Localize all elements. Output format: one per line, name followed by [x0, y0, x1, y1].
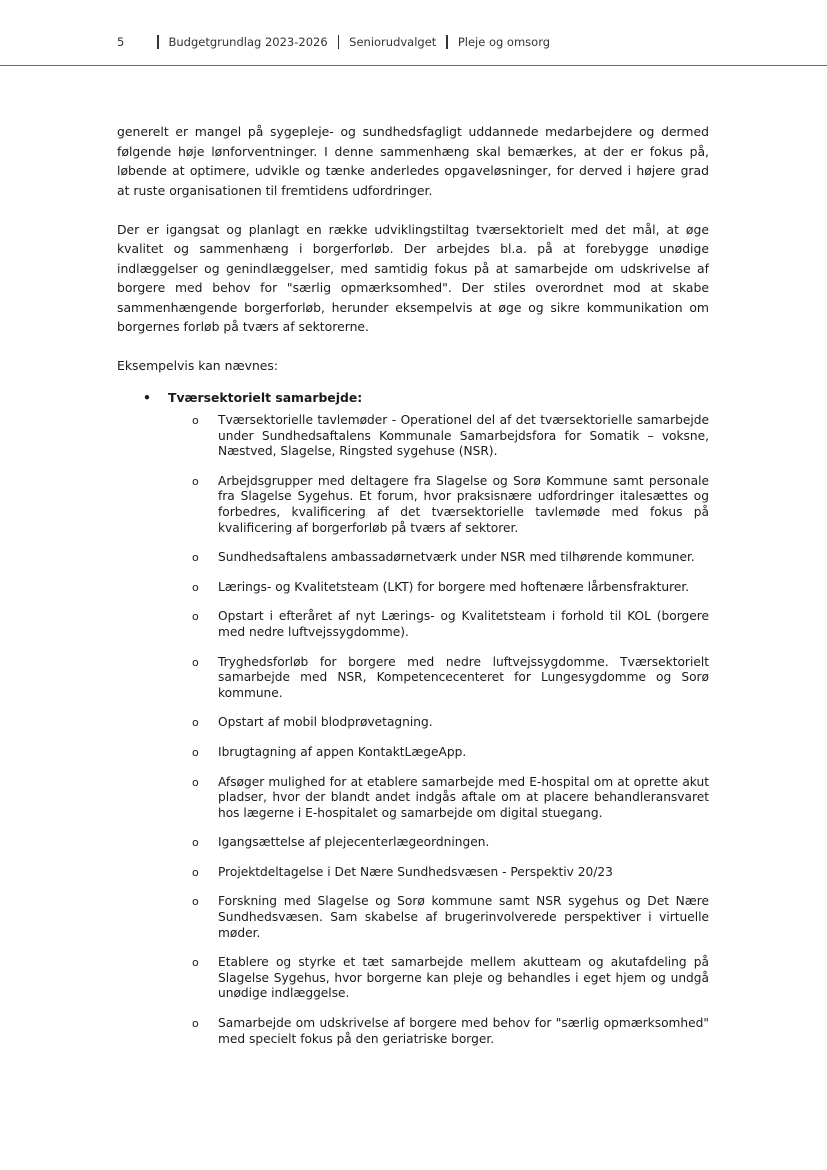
header-separator — [446, 35, 448, 49]
list-item-text: Tværsektorielle tavlemøder - Operationel del af det tværsektorielle samarbejde under Sundhedsaftalens Kommunale Samarbejdsfora for Somatik – voksne, Næstved, Slagelse, Ringsted sygehuse (NSR). — [218, 413, 709, 459]
list-item — [117, 894, 709, 941]
sub-bullet-list — [117, 413, 709, 1047]
list-item-text: Ibrugtagning af appen KontaktLægeApp. — [218, 744, 467, 759]
sub-bullet-marker: o — [192, 895, 199, 909]
list-item-text: Projektdeltagelse i Det Nære Sundhedsvæsen - Perspektiv 20/23 — [218, 864, 613, 879]
sub-bullet-marker: o — [192, 745, 199, 759]
list-item — [117, 413, 709, 460]
sub-bullet-marker: o — [192, 865, 199, 879]
page-header — [0, 0, 827, 66]
sub-bullet-marker: o — [192, 716, 199, 730]
bullet-heading — [117, 388, 709, 408]
list-item — [117, 865, 709, 881]
list-item — [117, 715, 709, 731]
list-item-text: Igangsættelse af plejecenterlægeordningen. — [218, 835, 490, 850]
list-item-text: Sundhedsaftalens ambassadørnetværk under NSR med tilhørende kommuner. — [218, 550, 695, 565]
list-item-text: Lærings- og Kvalitetsteam (LKT) for borgere med hoftenære lårbensfrakturer. — [218, 579, 690, 594]
paragraph: Eksempelvis kan nævnes: — [117, 358, 279, 373]
bullet-marker: • — [143, 389, 151, 405]
list-item — [117, 550, 709, 566]
sub-bullet-marker: o — [192, 414, 199, 427]
sub-bullet-marker: o — [192, 474, 199, 488]
document-title: Budgetgrundlag 2023-2026 — [168, 35, 328, 49]
list-item — [117, 655, 709, 702]
sub-bullet-marker: o — [192, 836, 199, 850]
list-item — [117, 775, 709, 822]
list-item — [117, 745, 709, 761]
list-item — [117, 835, 709, 851]
sub-bullet-marker: o — [192, 775, 199, 789]
list-item — [117, 474, 709, 536]
list-item-text: Afsøger mulighed for at etablere samarbejde med E-hospital om at oprette akut pladser, hvor der blandt andet indgås aftale om at placere behandleransvaret hos lægerne i E-hospitalet og samarbejde om digital stuegang. — [218, 774, 709, 820]
list-item-text: Forskning med Slagelse og Sorø kommune samt NSR sygehus og Det Nære Sundhedsvæsen. Sam skabelse af brugerinvolverede perspektiver i virtuelle møder. — [218, 894, 709, 940]
list-item-text: Tryghedsforløb for borgere med nedre luftvejssygdomme. Tværsektorielt samarbejde med NSR, Kompetencecenteret for Lungesygdomme og Sorø kommune. — [218, 654, 709, 700]
list-item — [117, 580, 709, 596]
list-item-text: Samarbejde om udskrivelse af borgere med behov for "særlig opmærksomhed" med specielt fokus på den geriatriske borger. — [218, 1016, 709, 1046]
sub-bullet-marker: o — [192, 655, 199, 669]
sub-bullet-marker: o — [192, 956, 199, 970]
sub-bullet-marker: o — [192, 610, 199, 624]
committee-name: Seniorudvalget — [349, 35, 437, 49]
header-row — [117, 35, 550, 49]
document-body — [117, 122, 709, 1061]
bullet-heading-text: Tværsektorielt samarbejde: — [168, 389, 363, 405]
list-item — [117, 1016, 709, 1047]
list-item-text: Opstart af mobil blodprøvetagning. — [218, 715, 433, 730]
paragraph: Der er igangsat og planlagt en række udviklingstiltag tværsektorielt med det mål, at øge kvalitet og sammenhæng i borgerforløb. Der arbejdes bl.a. på at forebygge unødige indlæggelser og genindlæggelser, med samtidig fokus på at samarbejde om udskrivelse af borgere med behov for "særlig opmærksomhed". Der stiles overordnet mod at skabe sammenhængende borgerforløb, herunder eksempelvis at øge og sikre kommunikation om borgernes forløb på tværs af sektorerne. — [117, 221, 709, 334]
sub-bullet-marker: o — [192, 1017, 199, 1031]
paragraph: generelt er mangel på sygepleje- og sundhedsfagligt uddannede medarbejdere og dermed følgende høje lønforventninger. I denne sammenhæng skal bemærkes, at der er fokus på, løbende at optimere, udvikle og tænke anderledes opgaveløsninger, for derved i højere grad at ruste organisationen til fremtidens udfordringer. — [117, 124, 709, 198]
page-number: 5 — [117, 35, 125, 49]
sub-bullet-marker: o — [192, 551, 199, 565]
list-item-text: Opstart i efteråret af nyt Lærings- og Kvalitetsteam i forhold til KOL (borgere med nedre luftvejssygdomme). — [218, 609, 709, 639]
list-item-text: Arbejdsgrupper med deltagere fra Slagelse og Sorø Kommune samt personale fra Slagelse Sygehus. Et forum, hvor praksisnære udfordringer italesættes og forbedres, kvalificering af det tværsektorielle tavlemøde med fokus på kvalificering af borgerforløb på tværs af sektorer. — [218, 473, 709, 535]
header-separator — [338, 35, 340, 49]
list-item — [117, 955, 709, 1002]
area-name: Pleje og omsorg — [457, 35, 551, 49]
header-separator — [157, 35, 159, 49]
list-item — [117, 609, 709, 640]
list-item-text: Etablere og styrke et tæt samarbejde mellem akutteam og akutafdeling på Slagelse Sygehus, hvor borgerne kan pleje og behandles i eget hjem og undgå unødige indlæggelse. — [218, 955, 709, 1001]
sub-bullet-marker: o — [192, 580, 199, 594]
